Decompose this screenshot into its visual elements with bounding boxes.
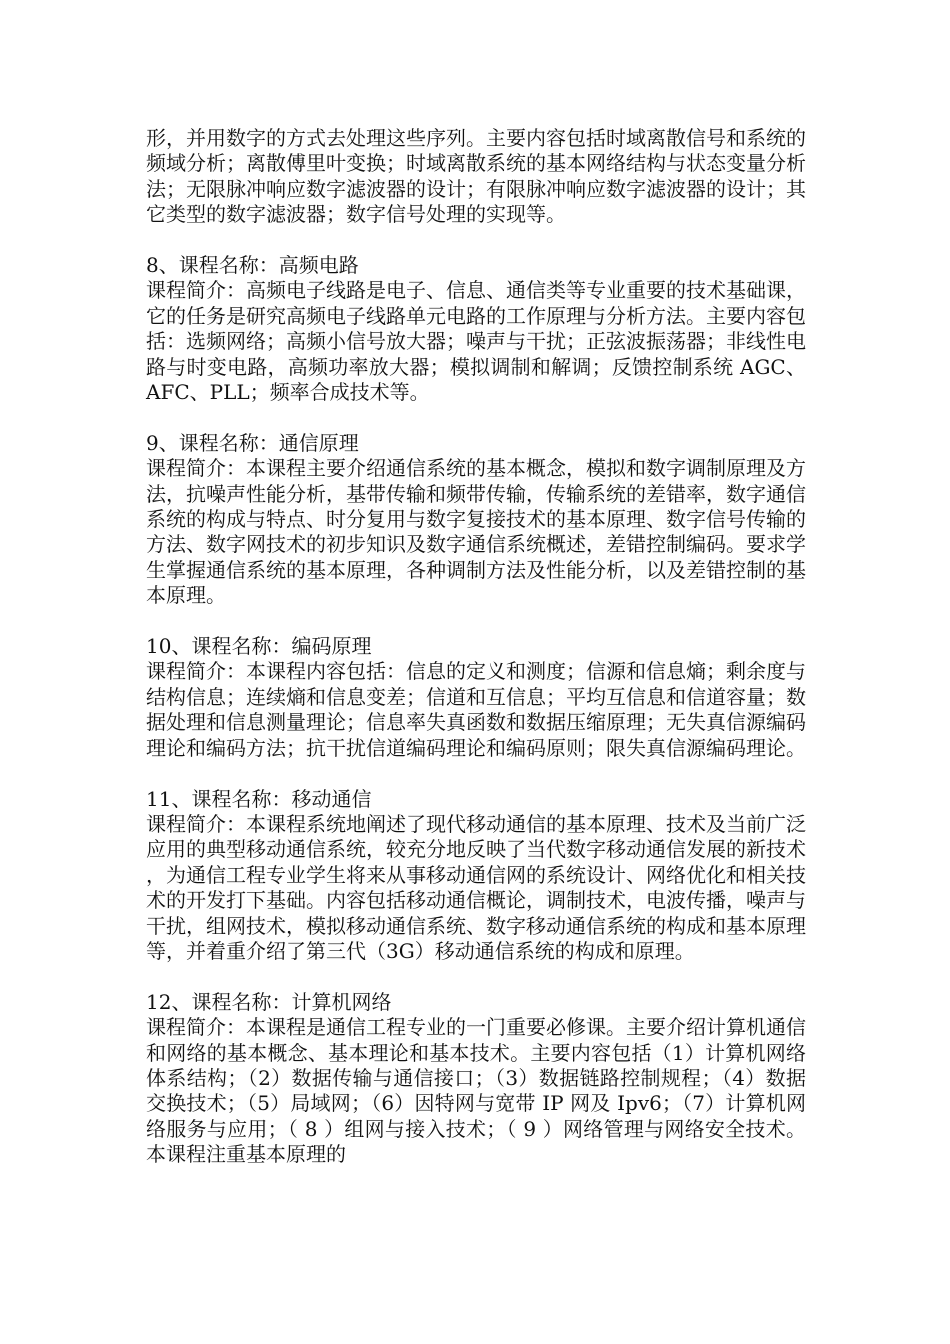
course-title: 11、课程名称：移动通信 bbox=[146, 786, 372, 811]
course-section-11 bbox=[146, 787, 806, 965]
course-title: 12、课程名称：计算机网络 bbox=[146, 989, 392, 1014]
course-section-8 bbox=[146, 253, 806, 405]
course-section-12 bbox=[146, 990, 806, 1168]
course-description: 课程简介：本课程主要介绍通信系统的基本概念，模拟和数字调制原理及方法，抗噪声性能分析，基带传输和频带传输，传输系统的差错率，数字通信系统的构成与特点、时分复用与数字复接技术的基本原理、数字信号传输的方法、数字网技术的初步知识及数字通信系统概述，差错控制编码。要求学生掌握通信系统的基本原理，各种调制方法及性能分析，以及差错控制的基本原理。 bbox=[146, 456, 806, 608]
course-description: 课程简介：本课程内容包括：信息的定义和测度；信源和信息熵；剩余度与结构信息；连续熵和信息变差；信道和互信息；平均互信息和信道容量；数据处理和信息测量理论；信息率失真函数和数据压缩原理；无失真信源编码理论和编码方法；抗干扰信道编码理论和编码原则；限失真信源编码理论。 bbox=[146, 659, 806, 760]
course-title: 8、课程名称：高频电路 bbox=[146, 253, 359, 278]
document-page bbox=[146, 126, 806, 1168]
course-section-10 bbox=[146, 634, 806, 761]
course-description: 课程简介：本课程是通信工程专业的一门重要必修课。主要介绍计算机通信和网络的基本概念、基本理论和基本技术。主要内容包括（1）计算机网络体系结构；（2）数据传输与通信接口；（3）数据链路控制规程；（4）数据交换技术；（5）局域网；（6）因特网与宽带 IP 网及 Ipv6；（7）计算机网络服务与应用；（ 8 ）组网与接入技术；（ 9 ）网络管理与网络安全技术。本课程注重基本原理的 bbox=[146, 1015, 806, 1167]
course-section-9 bbox=[146, 431, 806, 609]
course-description: 课程简介：高频电子线路是电子、信息、通信类等专业重要的技术基础课，它的任务是研究高频电子线路单元电路的工作原理与分析方法。主要内容包括：选频网络；高频小信号放大器；噪声与干扰；正弦波振荡器；非线性电路与时变电路，高频功率放大器；模拟调制和解调；反馈控制系统 AGC、AFC、PLL；频率合成技术等。 bbox=[146, 278, 806, 405]
course-description: 课程简介：本课程系统地阐述了现代移动通信的基本原理、技术及当前广泛应用的典型移动通信系统，较充分地反映了当代数字移动通信发展的新技术，为通信工程专业学生将来从事移动通信网的系统设计、网络优化和相关技术的开发打下基础。内容包括移动通信概论，调制技术，电波传播，噪声与干扰，组网技术，模拟移动通信系统、数字移动通信系统的构成和基本原理等，并着重介绍了第三代（3G）移动通信系统的构成和原理。 bbox=[146, 811, 806, 963]
intro-continuation-paragraph: 形，并用数字的方式去处理这些序列。主要内容包括时域离散信号和系统的频域分析；离散傅里叶变换；时域离散系统的基本网络结构与状态变量分析法；无限脉冲响应数字滤波器的设计；有限脉冲响应数字滤波器的设计；其它类型的数字滤波器；数字信号处理的实现等。 bbox=[146, 126, 806, 227]
course-title: 9、课程名称：通信原理 bbox=[146, 430, 359, 455]
course-title: 10、课程名称：编码原理 bbox=[146, 634, 372, 659]
